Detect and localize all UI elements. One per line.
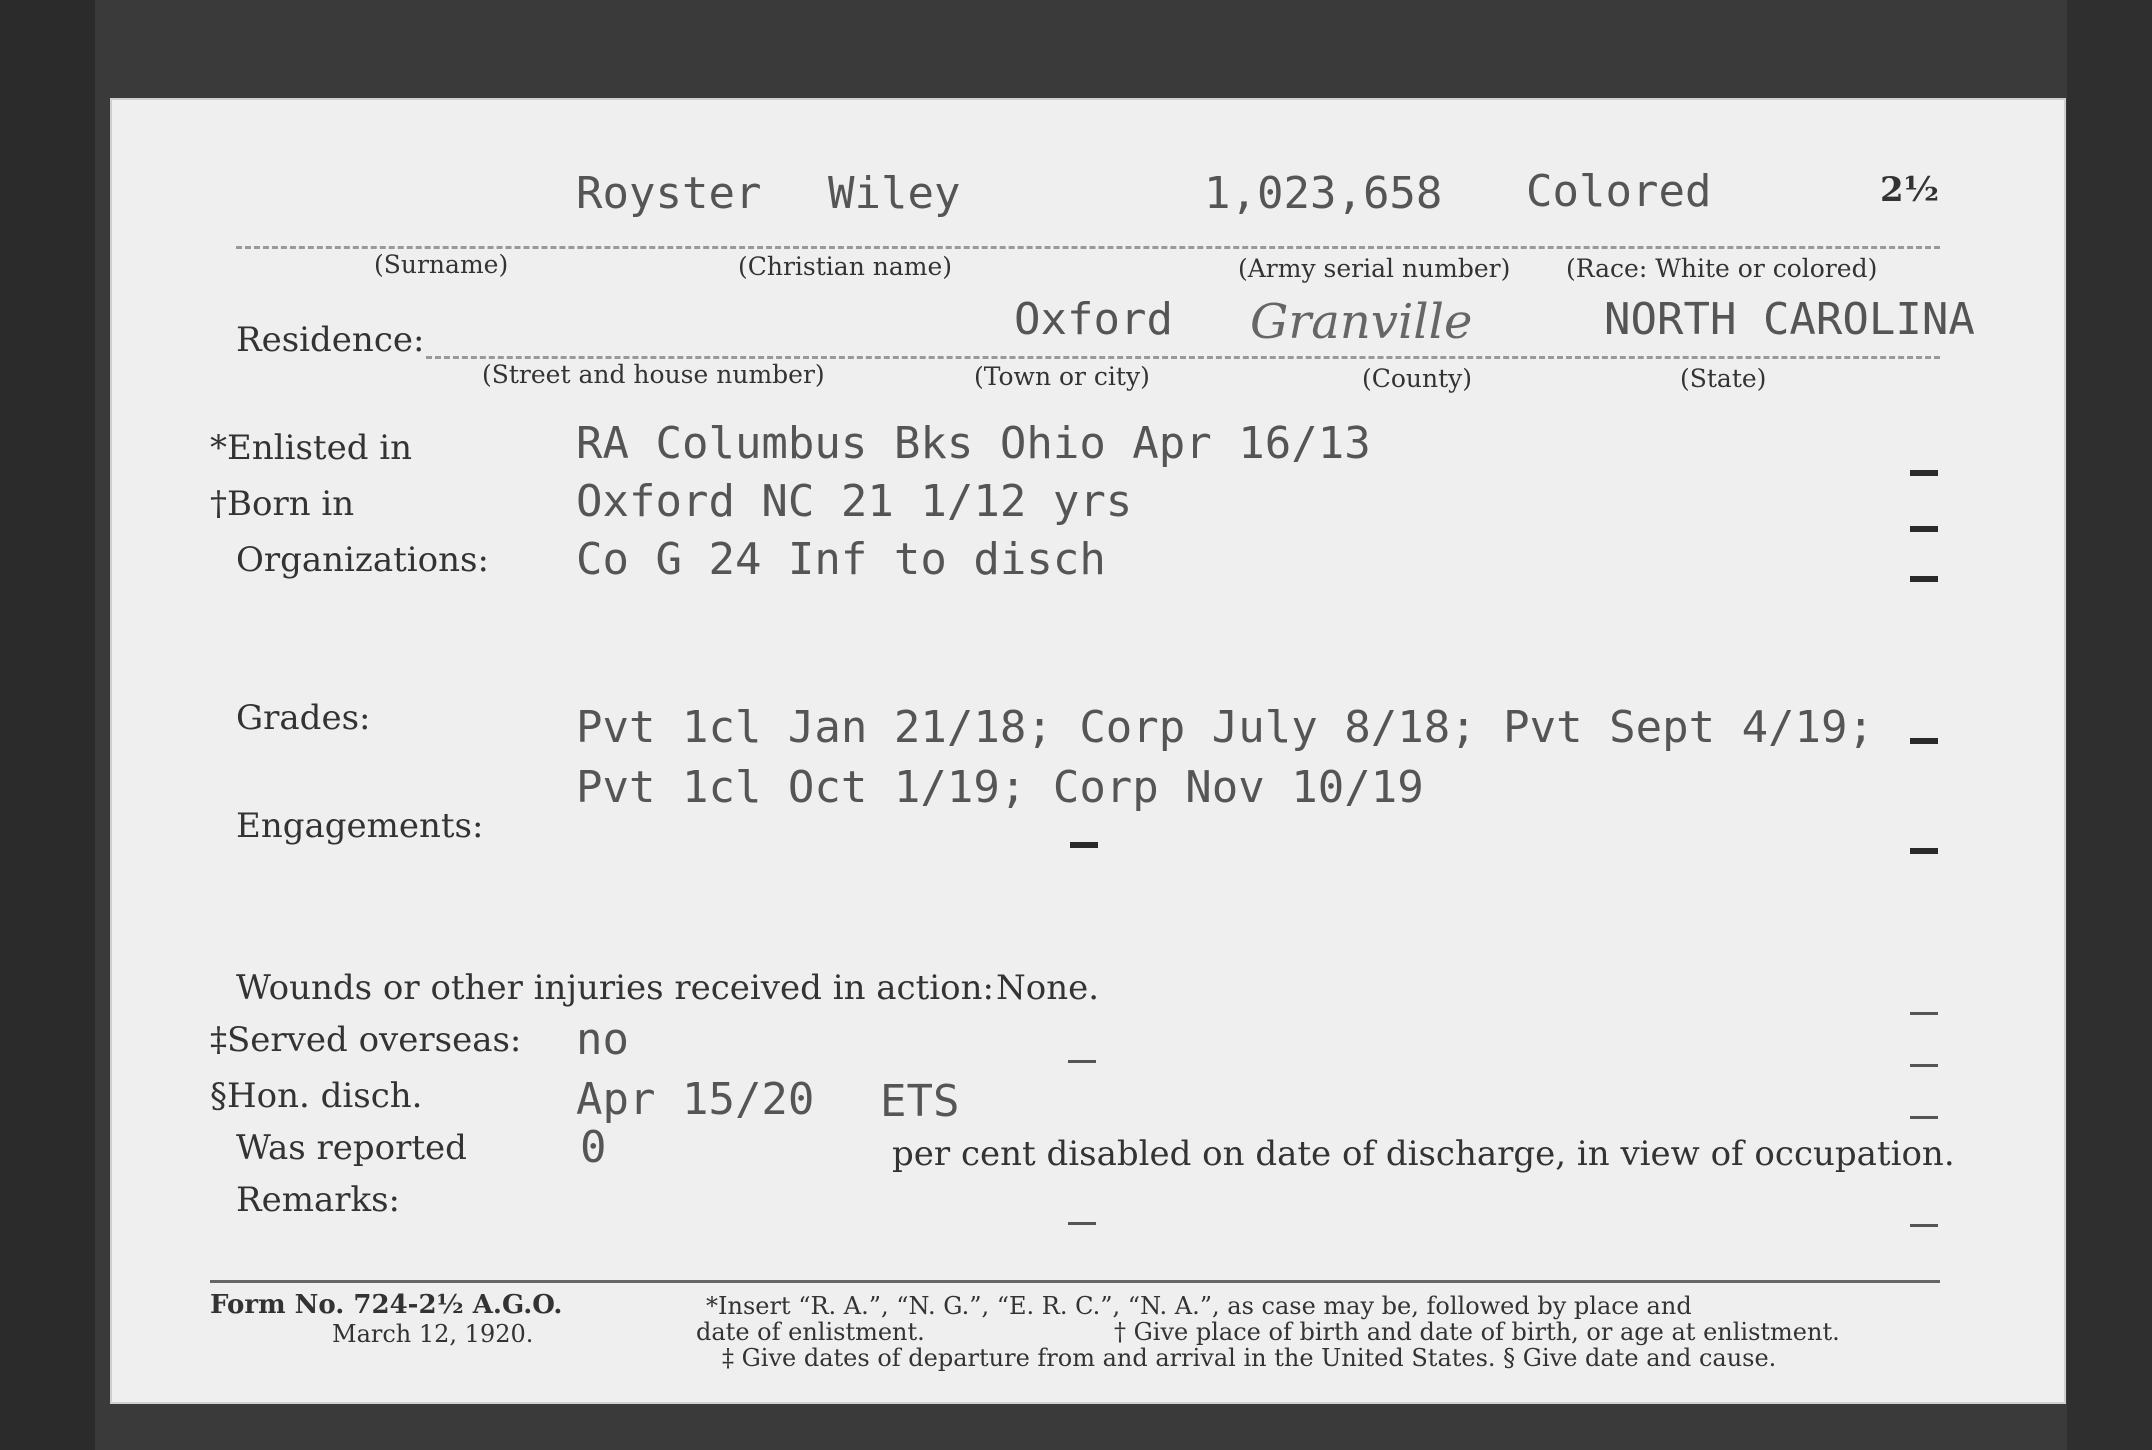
discharge-code: ETS — [880, 1076, 960, 1127]
footnote-2b: † Give place of birth and date of birth, or age at enlistment. — [1114, 1318, 1840, 1346]
surname-value: Royster — [576, 168, 762, 219]
dash-mark — [1068, 1060, 1096, 1063]
residence-town: Oxford — [1014, 294, 1173, 345]
dash-mark — [1910, 1224, 1938, 1227]
discharge-label: §Hon. disch. — [210, 1076, 423, 1116]
dash-mark — [1910, 738, 1938, 744]
town-caption: (Town or city) — [974, 362, 1150, 391]
dash-mark — [1910, 1116, 1938, 1119]
footnote-2a: date of enlistment. — [696, 1318, 925, 1346]
christian-name-value: Wiley — [828, 168, 961, 219]
grades-label: Grades: — [236, 698, 371, 738]
wounds-label: Wounds or other injuries received in action: — [236, 968, 994, 1008]
dash-mark — [1910, 1012, 1938, 1015]
scan-border-left — [0, 0, 95, 1450]
grades-line-1: Pvt 1cl Jan 21/18; Corp July 8/18; Pvt Sept 4/19; — [576, 702, 1875, 753]
enlisted-label: *Enlisted in — [210, 428, 413, 468]
dash-mark — [1910, 470, 1938, 476]
surname-caption: (Surname) — [374, 250, 509, 279]
dash-mark — [1070, 842, 1098, 848]
born-label: †Born in — [210, 484, 355, 524]
dash-mark — [1910, 1064, 1938, 1067]
form-number: Form No. 724-2½ A.G.O. — [210, 1290, 563, 1320]
name-line — [236, 246, 1940, 249]
serial-caption: (Army serial number) — [1238, 254, 1511, 283]
footer-rule — [210, 1280, 1940, 1283]
reported-value: 0 — [580, 1122, 607, 1173]
residence-line — [426, 356, 1940, 359]
dash-mark — [1910, 576, 1938, 582]
residence-county: Granville — [1250, 294, 1473, 350]
remarks-label: Remarks: — [236, 1180, 400, 1220]
county-caption: (County) — [1362, 364, 1473, 393]
engagements-label: Engagements: — [236, 806, 484, 846]
dash-mark — [1068, 1222, 1096, 1225]
overseas-value: no — [576, 1014, 629, 1065]
footnote-3: ‡ Give dates of departure from and arrival in the United States. § Give date and cause. — [722, 1344, 1777, 1372]
corner-mark: 2½ — [1880, 170, 1940, 210]
christian-name-caption: (Christian name) — [738, 252, 953, 281]
organizations-label: Organizations: — [236, 540, 489, 580]
street-caption: (Street and house number) — [482, 360, 825, 389]
race-value: Colored — [1526, 166, 1712, 217]
enlisted-value: RA Columbus Bks Ohio Apr 16/13 — [576, 418, 1371, 469]
born-value: Oxford NC 21 1/12 yrs — [576, 476, 1133, 527]
organizations-value: Co G 24 Inf to disch — [576, 534, 1106, 585]
wounds-value: None. — [996, 968, 1100, 1008]
reported-text: per cent disabled on date of discharge, in view of occupation. — [892, 1134, 1955, 1174]
record-card — [110, 98, 2066, 1404]
discharge-value: Apr 15/20 — [576, 1074, 815, 1125]
dash-mark — [1910, 848, 1938, 854]
overseas-label: ‡Served overseas: — [210, 1020, 522, 1060]
grades-line-2: Pvt 1cl Oct 1/19; Corp Nov 10/19 — [576, 762, 1424, 813]
dash-mark — [1910, 526, 1938, 532]
residence-label: Residence: — [236, 320, 425, 360]
state-caption: (State) — [1680, 364, 1767, 393]
residence-state: NORTH CAROLINA — [1604, 294, 1975, 345]
footnote-1: *Insert “R. A.”, “N. G.”, “E. R. C.”, “N. A.”, as case may be, followed by place and — [706, 1292, 1692, 1320]
race-caption: (Race: White or colored) — [1566, 254, 1878, 283]
reported-label: Was reported — [236, 1128, 467, 1168]
form-date: March 12, 1920. — [332, 1320, 534, 1348]
serial-number-value: 1,023,658 — [1204, 168, 1443, 219]
scan-border-right — [2067, 0, 2152, 1450]
